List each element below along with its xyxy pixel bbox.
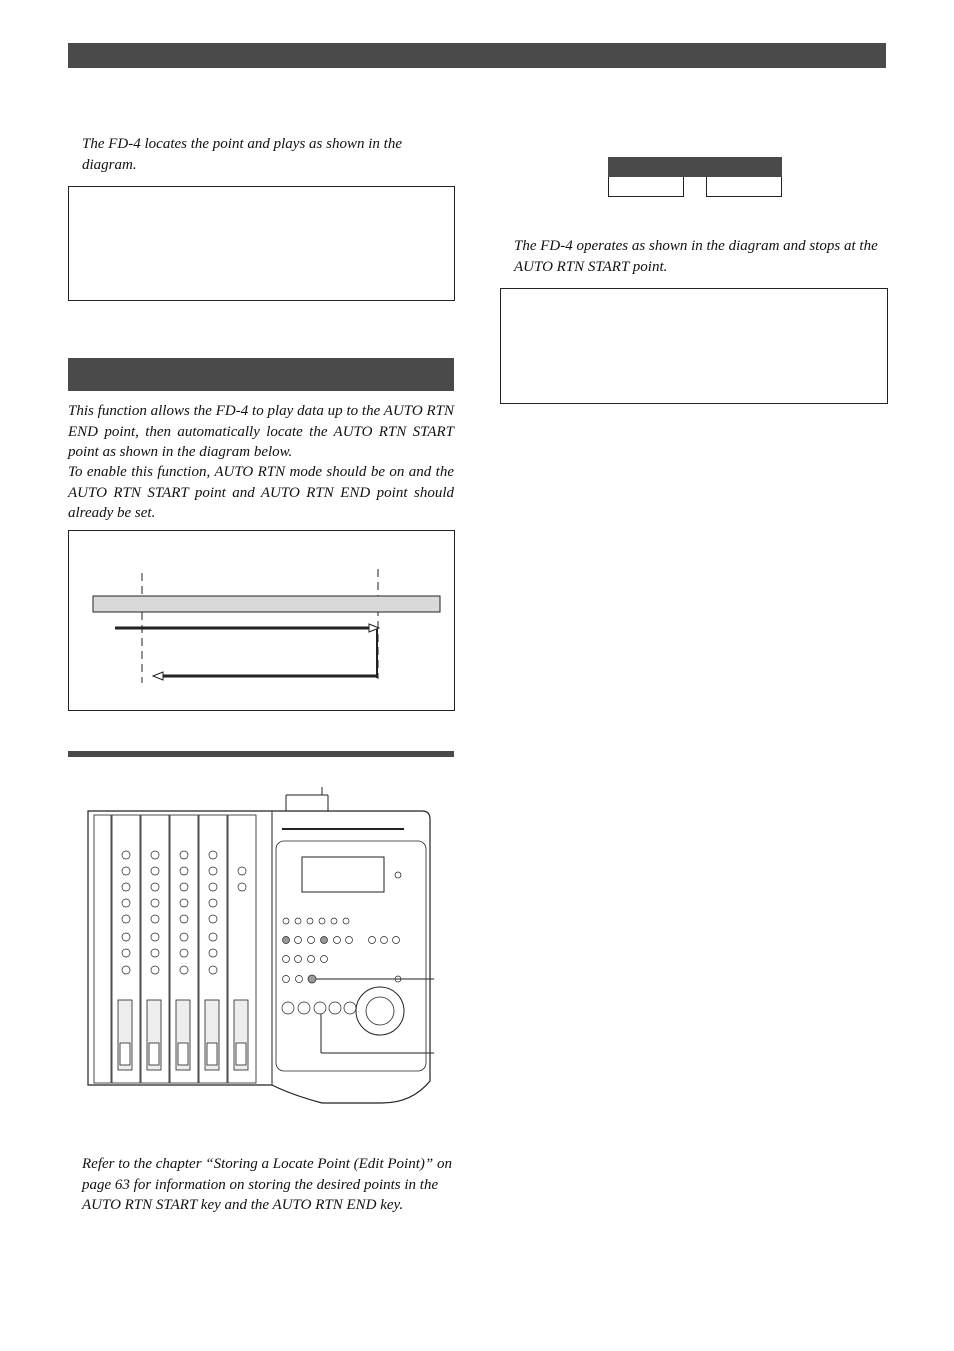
lcd-display — [302, 857, 384, 892]
intro-paragraph-1: This function allows the FD-4 to play data up to the AUTO RTN END point, then automatically locate the AUTO RTN START point as shown in the diagram below. — [68, 403, 454, 460]
section-header-bar — [68, 358, 454, 391]
section-rule — [68, 751, 454, 757]
page-header-bar — [68, 43, 886, 68]
operate-note: The FD-4 operates as shown in the diagram and stops at the AUTO RTN START point. — [514, 238, 878, 275]
display-indicator — [608, 157, 782, 197]
fd4-panel-illustration — [82, 785, 472, 1115]
operate-diagram-box — [500, 288, 888, 404]
display-indicator-cell-left — [608, 177, 684, 197]
auto-return-diagram — [69, 531, 454, 710]
locate-note: The FD-4 locates the point and plays as shown in the diagram. — [82, 136, 402, 173]
locate-diagram-box — [68, 186, 455, 301]
intro-paragraph-2: To enable this function, AUTO RTN mode should be on and the AUTO RTN START point and AUTO RTN END point should already be set. — [68, 464, 454, 521]
track-bar — [93, 596, 440, 612]
refer-note: Refer to the chapter “Storing a Locate Point (Edit Point)” on page 63 for information on storing the desired points in the AUTO RTN START key and the AUTO RTN END key. — [82, 1156, 452, 1213]
auto-return-diagram-box — [68, 530, 455, 711]
display-indicator-cell-right — [706, 177, 782, 197]
display-indicator-header — [608, 157, 782, 177]
jog-wheel-inner — [366, 997, 394, 1025]
return-arrow-head — [153, 672, 163, 680]
indicator-led — [395, 872, 401, 878]
